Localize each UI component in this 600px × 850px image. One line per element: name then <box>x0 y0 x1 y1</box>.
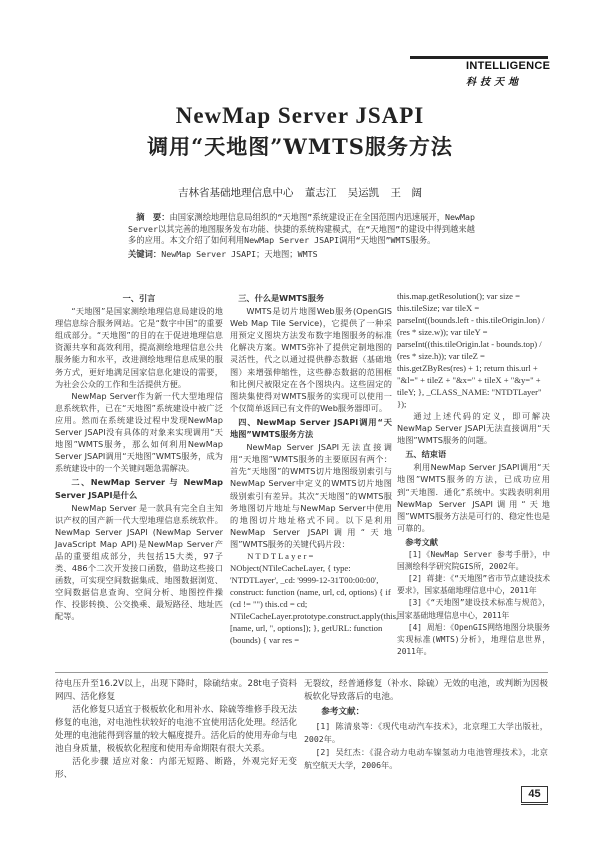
paragraph: 待电压升至16.2V以上，出现下降时，除硫结束。28t电子资料网四、活化修复 <box>55 679 297 702</box>
paragraph: “天地图”是国家测绘地理信息局建设的地理信息综合服务网站。它是“数字中国”的重要组成部分。“天地图”的目的在于促进地理信息资源共享和高效利用，提高测绘地理信息公共服务能力和水平，改进测绘地理信息成果的服务方式，更好地满足国家信息化建设的需要，为社会公众的工作和生活提供方便。 <box>55 306 223 389</box>
section-heading-intro: 一、引言 <box>122 293 156 303</box>
authors <box>0 185 600 200</box>
reference-item: [1]《NewMap Server 参考手册》，中国测绘科学研究院GIS所，2002年。 <box>397 550 550 572</box>
abstract <box>128 212 480 260</box>
keywords <box>128 249 480 261</box>
paragraph: NewMap Server JSAPI无法直接调用“天地图”WMTS服务的主要原因有两个：首先“天地图”的WMTS切片地图级别索引与NewMap Server中定义的WMTS切片地图级别索引有差异。其次“天地图”的WMTS服务地图切片地址与NewMap Server中使用的地图切片地址格式不同。以下是利用NewMap Server JSAPI调用“天地图”WMTS服务的关键代码片段： <box>230 442 392 549</box>
reference-item: [2] 吴红杰：《混合动力电动车镍氢动力电池管理技术》，北京航空航天大学，2006年。 <box>304 747 548 770</box>
paragraph: 无裂纹，经普通修复（补水、除硫）无效的电池，或判断为因极板软化导致落后的电池。 <box>304 679 548 702</box>
code-snippet: N T D T L a y e r = NObject(NTileCacheLayer, { type: 'NTDTLayer', _cd: '9999-12-31T00:00:00', construct: function (name, url, cd, options) { if (cd != "") this.cd = cd; NTileCacheLayer.prototype.construct.apply(this, [name, url, ", options]); }, getURL: function (bounds) { var res = <box>230 550 399 645</box>
section-heading-wmts: 三、什么是WMTS服务 <box>238 293 325 303</box>
reference-item: [3]《“天地图”建设技术标准与规范》，国家基础地理信息中心，2011年 <box>397 598 550 620</box>
paragraph: NewMap Server 是一款具有完全自主知识产权的国产新一代大型地理信息系统软件。NewMap Server JSAPI (NewMap Server JavaScript Map API)是NewMap Server产品的重要组成部分，共包括15大类，97子类、486个二次开发接口函数，借助这些接口函数，可实现空间数据集成、地图数据浏览、空间数据信息查询、空间分析、地图控件操作、投影转换、公交换乘、最短路径、地址匹配等。 <box>55 502 223 622</box>
column-2 <box>230 290 399 646</box>
section-heading-conclusion: 五、结束语 <box>405 449 447 460</box>
abstract-text: 由国家测绘地理信息局组织的“天地图”系统建设正在全国范围内迅速展开，NewMap Server以其完善的地图服务发布功能、快捷的系统构建模式，在“天地图”的建设中得到越来越多的应用。本文介绍了如何利用NewMap Server JSAPI调用“天地图”WMTS服务。 <box>128 212 475 246</box>
references-heading: 参考文献 <box>405 536 438 547</box>
column-3 <box>397 290 550 658</box>
bottom-article-left <box>55 678 297 782</box>
paragraph: NewMap Server作为新一代大型地理信息系统软件，已在“天地图”系统建设中被广泛应用。然而在系统建设过程中发现NewMap Server JSAPI没有具体的对象来实现调用“天地图”WMTS服务，那么如何利用NewMap Server JSAPI调用“天地图”WMTS服务，成为系统建设中的一个关键问题急需解决。 <box>55 390 223 474</box>
section-header-chinese: 科技天地 <box>466 77 522 88</box>
paragraph: WMTS是切片地图Web服务(OpenGIS Web Map Tile Service)，它提供了一种采用预定义图块方法发布数字地图服务的标准化解决方案。WMTS弥补了提供定制地图的灵活性，代之以通过提供静态数据（基础地图）来增强伸缩性，这些静态数据的范围框和比例尺被限定在各个图块内。这些固定的图块集使得对WMTS服务的实现可以使用一个仅简单返回已有文件的Web服务器即可。 <box>230 306 392 413</box>
page-number: 45 <box>521 786 548 803</box>
abstract-body <box>128 212 480 247</box>
header-rule <box>410 56 548 59</box>
code-snippet-continued: this.map.getResolution(); var size = this.tileSize; var tileX = parseInt((bounds.left - this.tileOrigin.lon) / (res * size.w)); var tileY = parseInt((this.tileOrigin.lat - bounds.top) / (res * size.h)); var tileZ = this.getZByRes(res) + 1; return this.url + "&l=" + tileZ + "&x=" + tileX + "&y=" + tileY; }, _CLASS_NAME: "NTDTLayer" }); <box>397 291 545 409</box>
author-name: 王 阔 <box>390 187 423 199</box>
author-affiliation: 吉林省基础地理信息中心 <box>177 187 294 199</box>
keywords-text: NewMap Server JSAPI；天地图；WMTS <box>161 248 318 259</box>
bottom-article-right <box>304 678 548 772</box>
article-title-line1: NewMap Server JSAPI <box>175 103 425 128</box>
section-header-english: INTELLIGENCE <box>466 60 551 72</box>
reference-item: [4] 周旭：《OpenGIS网络地图分块服务实现标准(WMTS)分析》，地理信息世界，2011年。 <box>397 622 550 656</box>
author-name: 董志江 <box>304 187 337 199</box>
reference-item: [2] 蒋捷：《“天地图”省市节点建设技术要求》，国家基础地理信息中心，2011年 <box>397 574 550 596</box>
paragraph: 利用NewMap Server JSAPI调用“天地图”WMTS服务的方法，已成功应用到“天地图．通化”系统中。实践表明利用NewMap Server JSAPI调用“天地图”WMTS服务方法是可行的、稳定性也是可靠的。 <box>397 462 550 533</box>
paragraph: 活化步骤 适应对象：内部无短路、断路，外观完好无变形、 <box>55 757 297 780</box>
author-name: 吴运凯 <box>347 187 380 199</box>
references-heading: 参考文献： <box>321 707 365 717</box>
page-number-rule <box>521 804 548 805</box>
keywords-label: 关键词： <box>128 248 162 259</box>
column-1 <box>55 290 223 623</box>
reference-item: [1] 陈清泉等：《现代电动汽车技术》，北京理工大学出版社，2002年。 <box>304 721 548 744</box>
article-title-line2: 调用“天地图”WMTS服务方法 <box>147 134 453 159</box>
section-divider <box>55 672 548 673</box>
section-heading-method: 四、NewMap Server JSAPI调用“天地图”WMTS服务方法 <box>230 416 392 440</box>
paragraph: 通过上述代码的定义，即可解决NewMap Server JSAPI无法直接调用“天地图”WMTS服务的问题。 <box>397 411 550 446</box>
abstract-label: 摘 要： <box>136 212 170 222</box>
paragraph: 活化修复只适宜于极板软化和用补水、除硫等维修手段无法修复的电池，对电池性状较好的电池不宜使用活化处理。经活化处理的电池能得到容量的较大幅度提升。活化后的使用寿命与电池自身质量，极板软化程度和使用寿命期限有很大关系。 <box>55 705 297 754</box>
section-heading-newmap: 二、NewMap Server 与 NewMap Server JSAPI是什么 <box>55 477 223 500</box>
